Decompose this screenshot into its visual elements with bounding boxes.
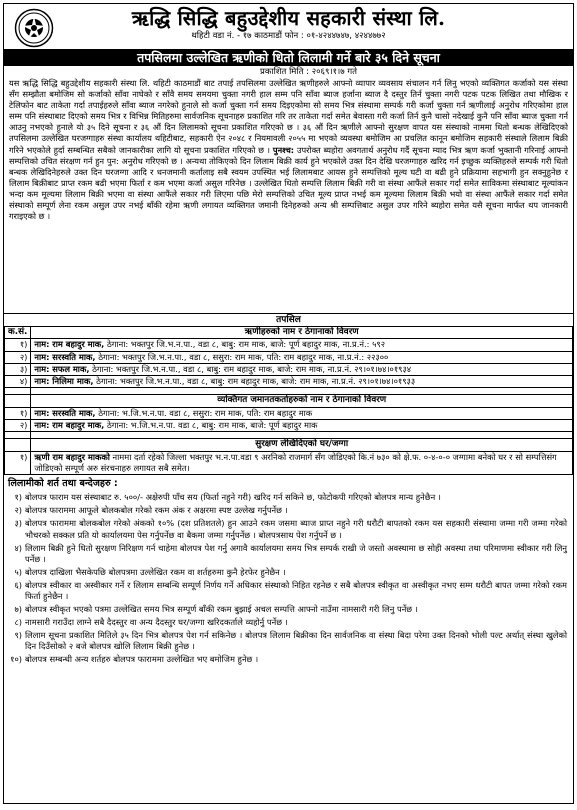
term-text: लिलाम बिक्री हुने धितो सुरक्षण निरिक्षण गर्न चाहेमा बोलपत्र पेश गर्नु अगावै कार्यालयमा समय भित्र सम्पर्क राखी जे जस्तो अवस्थामा छ सोही अवस्था तथा परिमाणमा स्वीकार गरी लिनु पर्नेछ ।	[25, 542, 568, 564]
borrower-detail: ठेगाना: भक्तपुर जि.भ.न.पा., वडा ८, बाबु: राम बहादुर माक, बाजे: राम माक, ना.प्र.नं. २९।०१।७४।०१९३४	[89, 363, 412, 374]
intro-paragraph	[9, 78, 568, 313]
table-row	[5, 351, 573, 363]
term-number: १)	[14, 492, 22, 503]
list-item	[8, 630, 567, 652]
terms-title: लिलामीको शर्त तथा बन्देजहरु :	[8, 478, 118, 490]
table-row	[5, 451, 573, 475]
cooperative-logo-icon	[14, 8, 54, 48]
collateral-heading: सुरक्षण लेखिदिएको घर/जग्गा	[31, 439, 573, 451]
organization-address: थहिटी वडा नं. - १७ काठमाडौं फोन : ०१-४२४४७४७, ४२४४७७२	[191, 31, 386, 41]
guarantors-heading: व्यक्तिगत जमानतकर्ताहरुको नाम र ठेगानाको विवरण	[31, 395, 573, 407]
term-number: २)	[14, 505, 22, 516]
intro-text-1: यस ऋद्धि सिद्धि बहुउद्देशीय सहकारी संस्था लि. थहिटी काठमाडौं बाट तपाई तपसिलमा उल्लेखित ऋणीहरुले आफ्नो व्यापार व्यवसाय संचालन गर्न लिनु भएको व्यक्तिगत कर्जाको यस संस्था सँग सम्झौता बमोजिम सो कर्जाको साँवा नाघेको र साँवै समय समयमा चुक्ता नगरी हाल सम्म पनि साँवा ब्याज हर्जाना ब्याज दै दस्तुर तिर्न चुक्ता नगरी पटक पटक लिखित तथा मौखिक र टेलिफोन बाट ताकेता गर्दा तपाईहरुले साँवा ब्याज नगरेको हुनाले सो कर्जा चुक्ता गर्न समय दिइएकोमा सो समय भित्र संस्थामा सम्पर्क गरी कर्जा चुक्ता गर्न ऋणीलाई अनुरोध गरिएकोमा हाल सम्म पनि संस्थाबाट दिएको समय भित्र र विभिन्न मितिहरुमा सार्वजनिक सूचनाहरु प्रकाशित गरि तर ताकेता गर्दा समेत बेवास्ता गरी कर्जा तिर्न कुनै चासो नदेखाई कुनै पनि साँवा ब्याज चुक्ता गर्न आउनु नभएको हुनाले यो ३५ दिने सूचना र ३६ औं दिन लिलामको सूचना प्रकाशित गरिएको छ । ३६ औं दिन ऋणीले आफ्नो सुरक्षण वापत यस संस्थाको नाममा धितो बन्धक लेखिदिएको तपसिलमा उल्लेखित घरजग्गाहरु संस्था कार्यालय थहिटीबाट, सहकारी ऐन २०४८ र नियमावली २०५५ मा भएको व्यवस्था बमोजिम आ प्रचलित कानून बमोजिम सहकारी संस्थाले लिलाम बिक्री गरिने भएकोले हुर्दा सम्बन्धित सबैको जानकारीका लागि यो सूचना प्रकाशित गरिएको छ ।	[9, 78, 568, 155]
intro-text-2: उपरोक्त ब्यहोरा अवगतार्थ अनुरोध गर्दै सूचना म्याद भित्र ऋण कर्जा भुक्तानी गरिनाई आफ्नो सम्पत्तिको उचित संरक्षण गर्न हुन पुन: अनुरोध गरिएको छ । अन्यथा तोकिएको दिन लिलाम बिक्री कार्य हुने भएकोले उक्त दिन देखि घरजग्गाहरु खरिद गर्न इच्छुक व्यक्तिहरुले सम्पर्क गरी धितो बन्धक लेखिदिनेहरुले उक्त दिन घरजग्गा आदि र धनजमानी कर्तालाइ सबै स्वयम उपस्थित भई लिलामबाट आयस हुने सम्पत्तिको मूल्य घटी वा बढी हुने प्रक्रियामा सहभागी हुन सक्नुहुनेछ र लिलाम बिक्रीबाट प्राप्त रकम बढी भएमा फिर्ता र कम भएमा कर्जा असुल गरिनेछ । उल्लेखित धितो सम्पत्ति लिलाम बिक्री गरी वा संस्था आफैंले सकार गर्दा समेत साविकमा संस्थाबाट मूल्यांकन भन्दा कम मूल्यमा लिलाम बिक्री भएमा वा संस्था आफैंले सकार गरी लिएमा पछि मेरो सम्पत्तिको उचित मूल्य प्राप्त नभई कम मूल्यमा लिलाम बिक्री भयो वा संस्था आफैंले सकार गर्दा समेत संस्थाको सम्पूर्ण लेना रकम असुल उपर नभई बाँकी रहेमा ऋणी लगायत व्यक्तिगत जमानी दिनेहरुको अन्य श्री सम्पत्तिबाट असुल उपर गरिने ब्यहोरा समेत यसै सूचना मार्फत थप जानकारी गराइएको छ ।	[9, 144, 568, 222]
guarantors-header-row	[5, 395, 573, 407]
collateral-entry	[31, 451, 573, 475]
guarantor-detail: ठेगाना: भ.जि.भ.न.पा. वडा ८, ससुरा: राम माक, पति: राम बहादुर माक	[95, 407, 313, 418]
notice-page	[3, 3, 574, 804]
borrower-entry	[31, 376, 573, 388]
term-text: बोलपत्र सम्बन्धी अन्य शर्तहरु बोलपत्र फाराममा उल्लेखित भए बमोजिम हुनेछ ।	[25, 654, 259, 665]
list-item	[8, 567, 567, 578]
collateral-owner: ऋणी राम बहादुर माकको	[34, 451, 110, 462]
intro-postscript-label: पुनश्च:	[272, 144, 295, 155]
borrower-name: नाम: सफल माक,	[34, 363, 90, 374]
borrower-detail: ठेगाना: भक्तपुर जि.भ.न.पा., वडा ८, ससुरा: राम माक, पति: राम बहादुर माक, ना.प्र.नं.: २२३००	[95, 351, 389, 362]
term-number: ७)	[14, 604, 22, 615]
collateral-header-row	[5, 439, 573, 451]
notice-title: तपसिलमा उल्लेखित ऋणीको धितो लिलामी गर्ने बारे ३५ दिने सूचना	[4, 49, 573, 66]
term-number: ६)	[14, 579, 22, 590]
list-item	[8, 505, 567, 516]
term-text: नामसारी गराउँदा लाग्ने सबै दैदस्तुर वा अन्य दैदस्तुर घर/जग्गा खरिदकर्ताले व्यहोर्नु पर्नेछ ।	[25, 617, 288, 628]
table-row	[5, 363, 573, 375]
borrower-entry	[31, 339, 573, 351]
borrower-detail: ठेगाना: भक्तपुर जि.भ.न.पा., वडा ८, बाबु: राम बहादुर माक, बाजे: राम माक, ना.प्र.नं. २९।०१।७४।०१९३३	[93, 376, 416, 387]
list-item	[8, 492, 567, 503]
row-serial: १)	[5, 407, 31, 419]
table-row	[5, 339, 573, 351]
row-serial: २)	[5, 420, 31, 432]
organization-name: ऋद्धि सिद्धि बहुउद्देशीय सहकारी संस्था लि.	[131, 6, 446, 30]
publish-date: प्रकाशित मिति : २०६९।१।७ गते	[260, 67, 357, 77]
row-serial: २)	[5, 351, 31, 363]
borrowers-header-row	[5, 327, 573, 339]
list-item	[8, 580, 567, 602]
table-spacer	[5, 432, 573, 439]
list-item	[8, 654, 567, 665]
row-serial: ४)	[5, 376, 31, 388]
term-number: ८)	[14, 617, 22, 628]
list-item	[8, 518, 567, 540]
row-serial: १)	[5, 339, 31, 351]
term-number: ९)	[14, 630, 22, 641]
borrower-entry	[31, 351, 573, 363]
term-text: बोलपत्र फाराममा बोलकबोल गरेको अंकको १०% (दश प्रतिशतले) हुन आउने रकम जसमा ब्याज प्राप्त नहुने गरी धरौटी बापतको रकम यस सहकारी संस्थामा जम्मा गरी जम्मा गरेको भौचरको सक्कल प्रति यो कार्यालयमा पेस गर्नुपर्नेछ वा बैकमा जम्मा गर्नुपर्नेछ । बोलपत्रसाथ पेश गर्नुपर्ने छ ।	[25, 518, 567, 540]
row-serial: १)	[5, 451, 31, 475]
table-spacer	[5, 388, 573, 395]
table-row	[5, 420, 573, 432]
row-serial: ३)	[5, 363, 31, 375]
list-item	[8, 543, 567, 565]
collateral-detail: नाममा दर्ता रहेको जिल्ला भक्तपुर भ.न.पा.वडा ९ अरनिको राजमार्ग सँग जोडिएको कि.नं ७३० को क्षे.फ. ०-४-०-० जग्गामा बनेको घर र सो सम्पत्तिसंग जोडिएको सम्पूर्ण अरु संरचनाहरु लगायत सबै समेत।	[34, 451, 557, 473]
term-number: ३)	[14, 518, 22, 529]
schedule-label: तपसिल	[4, 313, 573, 326]
term-text: बोलपत्र फाराम यस संस्थाबाट रु. ५००/- अक्षेरुपी पाँच सय (फिर्ता नहुने गरी) खरिद गर्न सकिने छ, फोटोकपी गरिएको बोलपत्र मान्य हुनेछैन ।	[25, 492, 441, 503]
term-number: ५)	[14, 566, 22, 577]
guarantor-detail: ठेगाना: भ.जि.भ.न.पा. वडा ८, बाबु: राम माक, बाजे: पूर्ण बहादुर माक	[104, 420, 318, 431]
serial-column-header: क.सं.	[5, 327, 31, 339]
term-text: बोलपत्र स्वीकृत भएको पत्रमा उल्लेखित समय भित्र सम्पूर्ण बाँकी रकम बुझाई अचल सम्पत्ति आफ्नो नाउँमा नामसारी गरी लिनु पर्नेछ ।	[25, 604, 418, 615]
borrower-name: नाम: निलिमा माक,	[34, 376, 94, 387]
table-row	[5, 407, 573, 419]
term-number: ४)	[14, 542, 22, 553]
borrower-detail: ठेगाना: भक्तपुर जि.भ.न.पा., वडा ८, बाबु: राम माक, बाजे: पूर्ण बहादुर माक, ना.प्र.नं.: ५९२	[104, 339, 386, 350]
borrowers-heading: ऋणीहरुको नाम र ठेगानाको विवरण	[31, 327, 573, 339]
terms-list	[8, 492, 567, 665]
details-table	[4, 326, 573, 475]
guarantor-name: नाम: सरस्वति माक,	[34, 407, 96, 418]
term-number: १०)	[10, 654, 22, 665]
borrower-name: नाम: राम बहादुर माक,	[34, 339, 105, 350]
list-item	[8, 617, 567, 628]
term-text: बोलपत्र स्वीकार वा अस्वीकार गर्ने र लिलाम सम्बन्धि सम्पूर्ण निर्णय गर्ने अधिकार संस्थाको निहित रहनेछ र सबै बोलपत्र स्वीकृत वा अस्वीकृत नभए सम्म धरौटी बापत जम्मा गरेको रकम फिर्ता हुनेछैन ।	[25, 579, 567, 602]
term-text: लिलाम सूचना प्रकाशित मितिले ३५ दिन भित्र बोलपत्र पेश गर्न सकिनेछ । बोलपत्र लिलाम बिक्रीका दिन सार्वजनिक वा संस्था बिदा परेमा उक्त दिनको भोली पल्ट अर्थात् संस्था खुलेको दिन दिउँसोको २ बजे बोलपत्र खोलि लिलाम बिक्री हुनेछ ।	[25, 630, 567, 652]
header	[4, 6, 573, 48]
list-item	[8, 604, 567, 615]
borrower-entry	[31, 363, 573, 375]
term-text: बोलपत्र फाराममा आफूले बोलकबोल गरेको रकम अंक र अक्षरमा स्पष्ट उल्लेख गर्नुपर्नेछ ।	[25, 505, 288, 516]
borrower-name: नाम: सरस्वति माक,	[34, 351, 96, 362]
table-row	[5, 376, 573, 388]
guarantor-name: नाम: राम बहादुर माक,	[34, 420, 105, 431]
term-text: बोलपत्र दाखिला भैसकेपछि बोलपत्रमा उल्लेखित रकम वा शर्तहरुमा कुनै हेरफेर हुनेछैन ।	[25, 566, 286, 577]
guarantor-entry	[31, 407, 573, 419]
guarantor-entry	[31, 420, 573, 432]
